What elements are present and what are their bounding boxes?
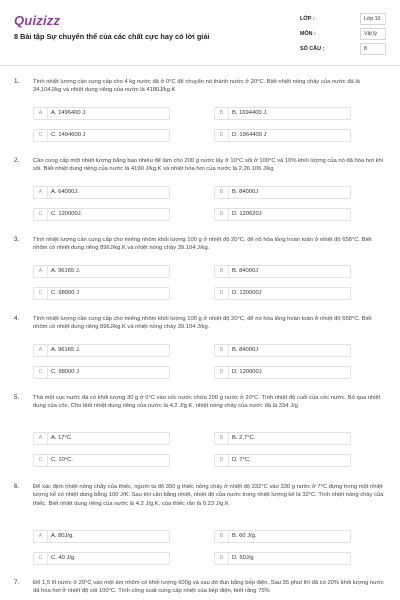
question-7 [0,579,400,599]
question-list [0,78,400,599]
option-letter: D [215,367,229,378]
option-a[interactable] [33,432,170,445]
question-6 [0,483,400,579]
option-text: B. 84000J [232,189,259,195]
meta-label: LỚP : [300,16,315,22]
option-a[interactable] [33,265,170,278]
meta-row-subject [300,28,390,43]
option-text: D. 1964400 J [232,132,267,138]
option-b[interactable] [214,186,351,199]
question-text: Cần cung cấp một nhiệt lượng bằng bao nhiêu để làm cho 200 g nước lấy ở 10°C sôi ở 100°C và 10% khối lượng của nó đã hóa hơi khi sôi. Biết nhiệt dung riêng của nước là 4190 J/kg.K và nhiệt hóa hơi của nước là 2,26.106 J/kg [33,158,384,173]
question-text: Tính nhiệt lượng cần cung cấp cho miếng nhôm khối lượng 100 g ở nhiệt độ 20°C, để nó hóa lỏng hoàn toàn ở nhiệt độ 658°C. Biết nhôm có nhiệt dung riêng 896J/kg.K và nhiệt nóng chảy 39.104 J/kg. [33,316,372,331]
option-a[interactable] [33,344,170,357]
option-c[interactable] [33,366,170,379]
option-text: D. 50J/g [232,555,254,561]
option-text: C. 40 J/g. [51,555,76,561]
option-letter: B [215,433,229,444]
question-number: 1. [14,78,20,85]
question-text: Thả một cục nước đá có khối lượng 30 g ở 0°C vào cốc nước chứa 200 g nước ở 20°C. Tính nhiệt độ cuối của cốc nước. Bỏ qua nhiệt dung của cốc. Cho biết nhiệt dung riêng của nước là 4,2 J/g.K, nhiệt nóng chảy của nước đá là 334 J/g [33,395,381,410]
question-3 [0,236,400,315]
option-text: C. 120000J. [51,211,83,217]
meta-label: MÔN : [300,31,316,37]
option-letter: D [215,288,229,299]
question-number: 5. [14,394,20,401]
option-text: D. 7°C. [232,457,251,463]
option-letter: D [215,553,229,564]
option-d[interactable] [214,552,351,565]
option-letter: C [34,209,48,220]
option-text: C. 98000 J [51,290,80,296]
option-text: D. 120620J [232,211,262,217]
option-letter: A [34,531,48,542]
question-text: Đổ 1,5 lít nước ở 20°C vào một ấm nhôm có khối lượng 600g và sau đó đun bằng bếp điện. Sau 35 phút thì đã có 20% khối lượng nước đã hóa hơi ở nhiệt độ sôi 100°C. Tính công suất cung cấp nhiệt của bếp điện, biết rằng 75% [33,580,384,595]
option-letter: A [34,433,48,444]
option-letter: C [34,367,48,378]
question-number: 4. [14,315,20,322]
question-text: Để xác định nhiệt nóng chảy của thiếc, người ta đổ 350 g thiếc nóng chảy ở nhiệt độ 232°C vào 330 g nước ở 7°C đựng trong một nhiệt lượng kế có nhiệt dung bằng 100 J/K. Sau khi cân bằng nhiệt, nhiệt độ của nước trong nhiệt lượng kế là 32°C. Tính nhiệt nóng chảy của thiếc. Biết nhiệt dung riêng của nước là 4,2 J/g.K, của thiếc rắn là 0,23 J/g.K [33,484,384,507]
question-number: 2. [14,157,20,164]
question-number: 7. [14,579,20,586]
question-number: 3. [14,236,20,243]
option-text: D. 120000J [232,290,262,296]
option-letter: C [34,288,48,299]
option-letter: A [34,345,48,356]
option-text: C. 10°C. [51,457,73,463]
option-c[interactable] [33,208,170,221]
option-letter: B [215,108,229,119]
option-letter: A [34,108,48,119]
question-number: 6. [14,483,20,490]
option-text: D. 120000J [232,369,262,375]
option-letter: D [215,455,229,466]
option-b[interactable] [214,265,351,278]
option-letter: C [34,455,48,466]
option-letter: B [215,531,229,542]
option-letter: D [215,209,229,220]
option-d[interactable] [214,287,351,300]
option-text: A. 80J/g. [51,533,74,539]
option-letter: C [34,553,48,564]
option-text: B. 2,7°C. [232,435,256,441]
option-text: A. 96165 J. [51,347,81,353]
option-d[interactable] [214,454,351,467]
option-text: C. 98000 J [51,369,80,375]
meta-label: SỐ CÂU : [300,46,325,52]
option-d[interactable] [214,208,351,221]
option-text: B. 60 J/g. [232,533,257,539]
meta-value-field: Lớp 10 [360,13,386,25]
option-text: A. 96165 J. [51,268,81,274]
option-a[interactable] [33,530,170,543]
meta-value-field: Vật lý [360,28,386,40]
option-letter: B [215,187,229,198]
worksheet-meta [300,13,390,58]
option-b[interactable] [214,432,351,445]
worksheet-header [0,0,400,66]
option-d[interactable] [214,129,351,142]
option-c[interactable] [33,552,170,565]
question-4 [0,315,400,394]
option-a[interactable] [33,186,170,199]
option-letter: A [34,187,48,198]
option-letter: B [215,266,229,277]
question-5 [0,394,400,473]
option-text: A. 64000J. [51,189,79,195]
option-d[interactable] [214,366,351,379]
option-letter: C [34,130,48,141]
option-letter: D [215,130,229,141]
question-text: Tính nhiệt lượng cần cung cấp cho 4 kg nước đá ở 0°C để chuyển nó thành nước ở 20°C. Biết nhiệt nóng chảy của nước đá là 34,104J/kg và nhiệt dung riêng của nước là 4180J/kg.K [33,79,360,94]
option-letter: A [34,266,48,277]
question-text: Tính nhiệt lượng cần cung cấp cho miếng nhôm khối lượng 100 g ở nhiệt độ 20°C, để nó hóa lỏng hoàn toàn ở nhiệt độ 658°C. Biết nhôm có nhiệt dung riêng 896J/kg.K và nhiệt nóng chảy 39.104 J/kg. [33,237,372,252]
question-2 [0,157,400,236]
option-text: B. 1694400 J. [232,110,268,116]
question-1 [0,78,400,157]
option-c[interactable] [33,454,170,467]
option-text: B. 84000J [232,347,259,353]
option-b[interactable] [214,107,351,120]
option-text: C. 1494600 J [51,132,86,138]
meta-row-question-count [300,43,390,58]
option-b[interactable] [214,344,351,357]
option-text: A. 1496400 J. [51,110,87,116]
option-c[interactable] [33,129,170,142]
option-b[interactable] [214,530,351,543]
option-text: A. 17°C [51,435,72,441]
option-c[interactable] [33,287,170,300]
option-a[interactable] [33,107,170,120]
option-letter: B [215,345,229,356]
worksheet-title: 8 Bài tập Sự chuyển thể của các chất cực hay có lời giải [14,32,210,41]
meta-value-field: 8 [360,43,386,55]
quizizz-logo: Quizizz [14,13,61,28]
meta-row-class [300,13,390,28]
option-text: B. 84000J [232,268,259,274]
